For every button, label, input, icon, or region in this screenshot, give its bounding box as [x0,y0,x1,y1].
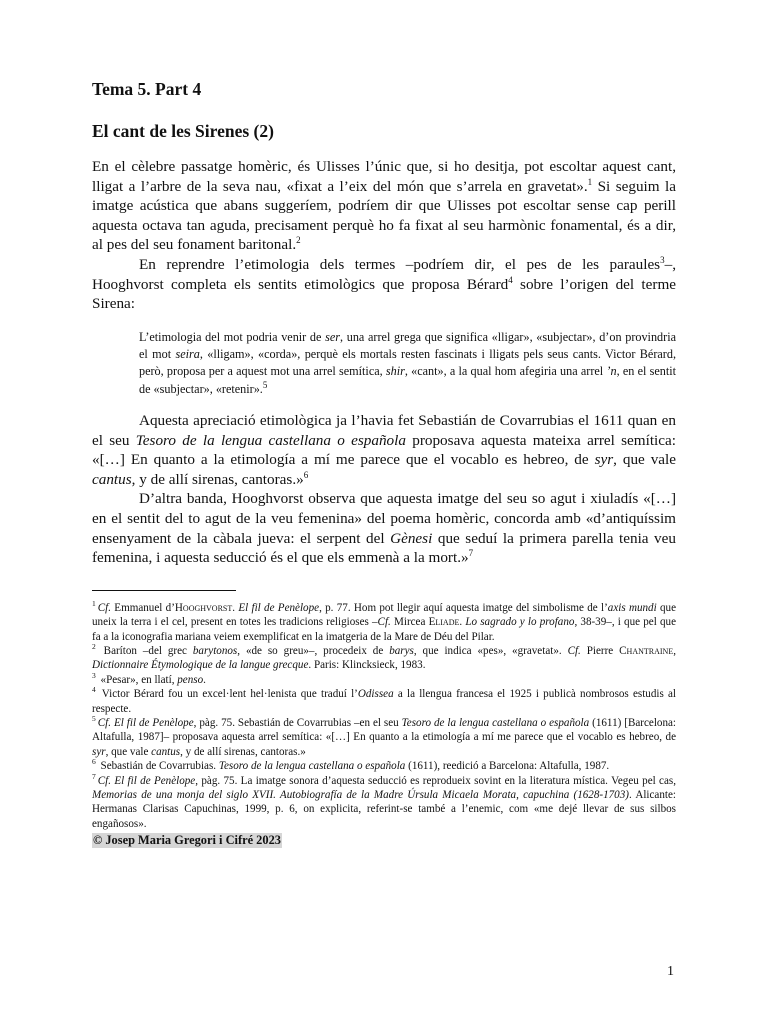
footnote-ref-6[interactable]: 6 [303,469,309,480]
footnote-3: $^3$ «Pesar», en llatí, penso. [92,671,206,686]
block-quote: L’etimologia del mot podria venir de ser, una arrel grega que significa «lligar», «subjectar», d’on provindria el mot seira, «lligam», «corda», perquè els mortals resten fascinats i lligats pels seus cants. Victor Bérard, però, proposa per a aquest mot una arrel semítica, shir, «cant», a la qual hom afegiria una arrel ’n, en el sentit de «subjectar», «retenir».$^5$ [139,329,676,396]
footnote-5: $^5$ Cf. El fil de Penèlope, pàg. 75. Sebastián de Covarrubias –en el seu Tesoro de la lengua castellana o española (1611) [Barcelona: Altafulla, 1987]– proposava aquesta arrel semítica: «[…] En quanto a la etimología a mí me parece que el vocablo es hebreo, de syr, que vale cantus, y de allí sirenas, cantoras.» [92,714,677,758]
footnote-6: $^6$ Sebastián de Covarrubias. Tesoro de la lengua castellana o española (1611), reedició a Barcelona: Altafulla, 1987. [92,757,610,773]
footnote-ref-1[interactable]: 1 [587,176,593,187]
page-number: 1 [667,964,674,979]
footnote-ref-7[interactable]: 7 [468,548,474,559]
footnotes [92,601,676,850]
paragraph-3: Aquesta apreciació etimològica ja l’havia fet Sebastián de Covarrubias el 1611 quan en el seu Tesoro de la lengua castellana o española proposava aquesta mateixa arrel semítica: «[…] En quanto a la etimología a mí me parece que el vocablo es hebreo, de syr, que vale cantus, y de allí sirenas, cantoras.»$^6$ [92,411,676,488]
footnote-ref-4[interactable]: 4 [508,274,513,285]
paragraph-4: D’altra banda, Hooghvorst observa que aquesta imatge del seu so agut i xiuladís «[…] en el sentit del to agut de la veu femenina» del poema homèric, concorda amb «d’antiquíssim ensenyament de la càbala jueva: el serpent del Gènesi que seduí la primera parella tenia veu femenina, i aquesta seducció és el que els emmenà a la mort.»$^7$ [92,490,676,567]
footnote-7: $^7$ Cf. El fil de Penèlope, pàg. 75. La imatge sonora d’aquesta seducció es reprodueix sovint en la literatura mística. Vegeu pel cas, Memorias de una monja del siglo XVII. Autobiografía de la Madre Úrsula Micaela Morata, capuchina (1628-1703). Alicante: Hermanas Clarisas Capuchinas, 1999, p. 6, on explicita, referint-se també a l’enemic, com «me dejé llevar de sus silbos engañosos». [92,771,676,830]
footnote-ref-2[interactable]: 2 [296,235,301,246]
footnote-4: $^4$ Victor Bérard fou un excel·lent hel·lenista que traduí l’Odissea a la llengua francesa el 1925 i publicà nombrosos estudis al respecte. [92,685,677,715]
footnote-ref-5[interactable]: 5 [262,379,268,390]
paragraph-2: En reprendre l’etimologia dels termes –podríem dir, el pes de les paraules$^3$–, Hooghvorst completa els sentits etimològics que proposa Bérard$^4$ sobre l’origen del terme Sirena: [92,254,677,313]
footnote-2: $^2$ Baríton –del grec barytonos, «de so greu»–, procedeix de barys, que indica «pes», «gravetat». Cf. Pierre Chantraine, Dictionnaire Étymologique de la langue grecque. Paris: Klincksieck, 1983. [92,642,676,672]
section-title: El cant de les Sirenes (2) [92,121,274,141]
paragraph-1: En el cèlebre passatge homèric, és Ulisses l’únic que, si ho desitja, pot escoltar aquest cant, lligat a l’arbre de la seva nau, «fixat a l’eix del món que s’arrela en gravetat».$^1$ Si seguim la imatge acústica que abans suggeríem, podríem dir que Ulisses pot escoltar sense cap perill aquesta octava tan aguda, precisament perquè ho fa fixat al seu harmònic fonamental, és a dir, al pes del seu fonament baritonal.$^2$ [92,158,676,254]
copyright-notice: © Josep Maria Gregori i Cifré 2023 [93,833,281,848]
footnote-ref-3[interactable]: 3 [660,254,665,265]
lesson-title: Tema 5. Part 4 [92,79,202,99]
footnote-1: $^1$ Cf. Emmanuel d’Hooghvorst. El fil de Penèlope, p. 77. Hom pot llegir aquí aquesta imatge del simbolisme de l’axis mundi que uneix la terra i el cel, present en totes les tradicions religioses –Cf. Mircea Eliade. Lo sagrado y lo profano, 38-39–, i que pel que fa a la iconografia mariana veiem exemplificat en la imatgeria de la Mare de Déu del Pilar. [92,599,677,643]
page-content [92,78,676,849]
footnote-separator [92,590,236,591]
